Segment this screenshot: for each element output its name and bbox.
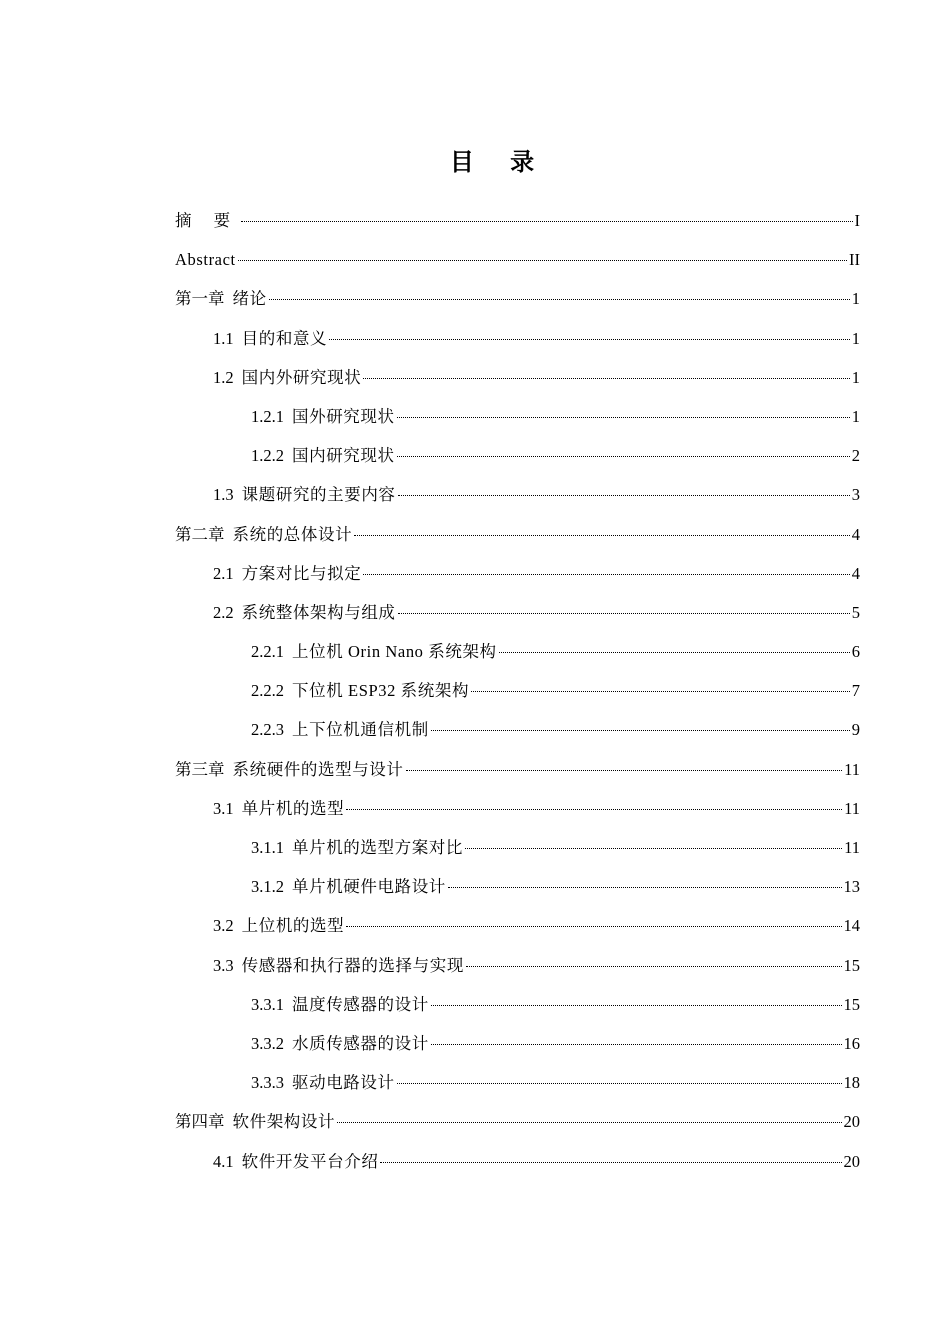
page-title: 目 录 [449,148,549,176]
toc-entry-page: 3 [851,485,860,505]
dot-leader [431,730,850,731]
dot-leader [406,770,843,771]
dot-leader [238,260,847,261]
toc-entry-label: 温度传感器的设计 [292,994,429,1014]
toc-entry-page: 5 [851,602,860,622]
toc-entry[interactable] [175,867,860,906]
toc-entry-page: 15 [843,994,860,1014]
toc-entry[interactable] [175,515,860,554]
toc-entry-page: 20 [843,1112,860,1132]
toc-entry[interactable] [175,750,860,789]
toc-entry-label: 软件架构设计 [232,1112,336,1132]
toc-entry-label: 单片机的选型方案对比 [292,838,463,857]
dot-leader [380,1162,841,1163]
dot-leader [269,299,850,300]
dot-leader [397,456,850,457]
toc-entry-number: 1.3 [213,485,234,505]
toc-entry[interactable] [175,475,860,514]
dot-leader [431,1005,842,1006]
toc-entry-number: 3.3.2 [251,1033,284,1053]
toc-entry-page: 18 [843,1073,860,1093]
toc-entry[interactable] [175,1102,860,1141]
dot-leader [471,691,850,692]
toc-entry-page: 4 [851,563,860,583]
toc-entry-number: 1.1 [213,328,234,348]
toc-entry[interactable] [175,906,860,945]
toc-entry-number: 1.2.2 [251,446,284,466]
toc-entry-page: I [854,211,860,230]
toc-entry-label: 系统整体架构与组成 [241,602,396,622]
toc-entry-page: 9 [851,720,860,740]
toc-entry[interactable] [175,1142,860,1181]
toc-entry-page: 7 [851,681,860,701]
toc-entry[interactable] [175,436,860,475]
dot-leader [337,1122,841,1123]
toc-entry-label: 目的和意义 [241,328,328,348]
toc-entry-page: 1 [851,328,860,348]
toc-entry[interactable] [175,397,860,436]
toc-entry-number: 3.3.3 [251,1073,284,1093]
toc-entry-label: Abstract [175,250,236,270]
toc-entry-number: 2.2.1 [251,642,284,662]
toc-entry-page: 11 [844,838,860,857]
toc-entry-number: 3.2 [213,916,234,936]
dot-leader [363,378,849,379]
toc-entry-number: 1.2 [213,367,234,387]
toc-entry[interactable] [175,593,860,632]
toc-entry-page: 14 [843,916,860,936]
toc-entry[interactable] [175,946,860,985]
toc-entry-number: 第四章 [175,1112,225,1132]
dot-leader [329,339,850,340]
dot-leader [397,417,850,418]
toc-entry[interactable] [175,358,860,397]
toc-entry-page: 20 [843,1151,860,1171]
toc-entry-number: 第三章 [175,759,225,779]
toc-entry[interactable] [175,554,860,593]
toc-entry-page: 4 [851,524,860,544]
dot-leader [398,495,850,496]
dot-leader [499,652,850,653]
toc-entry-label: 上位机的选型 [241,916,345,936]
toc-entry-number: 2.2 [213,602,234,622]
toc-entry-page: 1 [851,406,860,426]
toc-entry[interactable] [175,710,860,749]
toc-entry-number: 3.3 [213,955,234,975]
toc-entry-number: 第一章 [175,289,225,309]
toc-entry-number: 第二章 [175,524,225,544]
dot-leader [398,613,850,614]
toc-entry-number: 4.1 [213,1151,234,1171]
dot-leader [241,221,852,222]
toc-entry-page: 15 [843,955,860,975]
toc-entry-number: 2.1 [213,563,234,583]
toc-entry[interactable] [175,789,860,828]
toc-entry-label: 课题研究的主要内容 [241,485,396,505]
dot-leader [346,926,841,927]
toc-entry-page: 13 [843,877,860,897]
toc-entry-page: 11 [844,759,860,779]
toc-entry-label: 系统硬件的选型与设计 [232,759,404,779]
toc-entry-page: II [849,250,860,270]
dot-leader [354,535,850,536]
toc-entry-label: 国内研究现状 [292,446,395,466]
toc-entry-label: 系统的总体设计 [232,524,353,544]
toc-entry-number: 3.3.1 [251,994,284,1014]
toc-entry-number: 1.2.1 [251,406,284,426]
toc-entry-label: 上位机 Orin Nano 系统架构 [292,642,497,662]
toc-entry-label: 软件开发平台介绍 [241,1151,379,1171]
toc-entry-page: 6 [851,642,860,662]
toc-entry-label: 驱动电路设计 [292,1073,395,1093]
toc-entry-number: 3.1.1 [251,838,284,857]
toc-entry[interactable] [175,1024,860,1063]
toc-entry-label: 国外研究现状 [292,406,395,426]
toc-entry[interactable] [175,201,860,240]
toc-entry[interactable] [175,279,860,318]
toc-entry-label: 单片机硬件电路设计 [292,877,446,897]
toc-entry-label: 水质传感器的设计 [292,1033,429,1053]
toc-entry-label: 传感器和执行器的选择与实现 [241,955,464,975]
toc-entry[interactable] [175,632,860,671]
toc-entry-label: 摘 要 [175,211,240,230]
toc-entry-number: 3.1 [213,798,234,818]
dot-leader [465,848,842,849]
toc-entry[interactable] [175,1063,860,1102]
toc-entry-number: 2.2.3 [251,720,284,740]
dot-leader [363,574,849,575]
toc-entry-number: 3.1.2 [251,877,284,897]
toc-entry-page: 1 [851,367,860,387]
toc-entry-label: 单片机的选型 [241,798,345,818]
toc-entry-label: 国内外研究现状 [241,367,362,387]
toc-entry[interactable] [175,319,860,358]
toc-entry-label: 下位机 ESP32 系统架构 [292,681,470,701]
toc-entry-page: 2 [851,446,860,466]
toc-entry[interactable] [175,240,860,279]
toc-entry-page: 11 [844,798,860,818]
toc-entry-label: 上下位机通信机制 [292,720,429,740]
toc-entry-label: 绪论 [232,289,267,309]
toc-entry-page: 16 [843,1033,860,1053]
toc-entry-number: 2.2.2 [251,681,284,701]
toc-entry-page: 1 [851,289,860,309]
dot-leader [466,966,842,967]
toc-entry-label: 方案对比与拟定 [241,563,362,583]
dot-leader [448,887,842,888]
dot-leader [397,1083,842,1084]
toc-entry[interactable] [175,985,860,1024]
toc-entry[interactable] [175,828,860,867]
table-of-contents [175,201,860,1181]
dot-leader [431,1044,842,1045]
toc-entry[interactable] [175,671,860,710]
dot-leader [346,809,842,810]
